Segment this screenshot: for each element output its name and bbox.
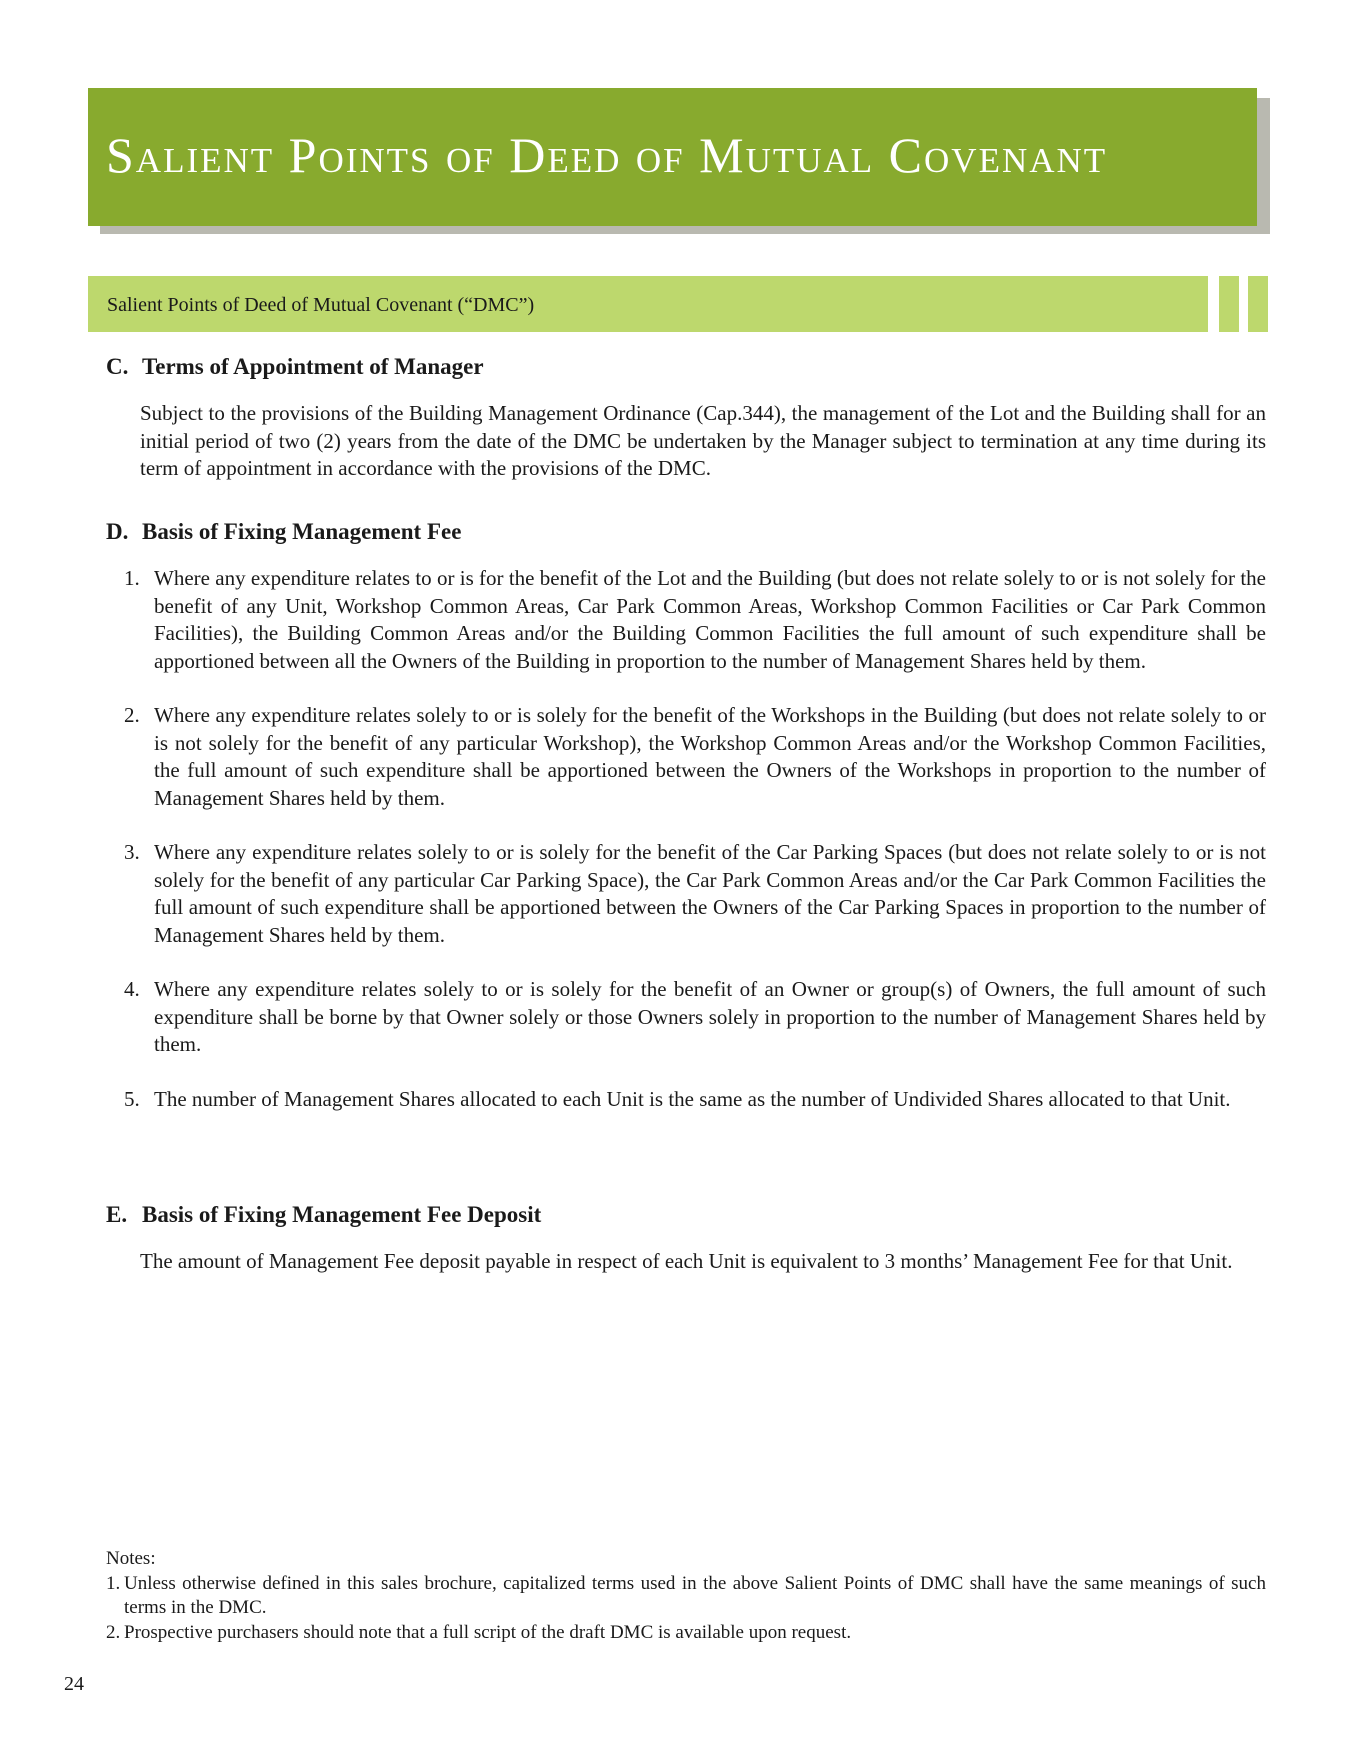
section-letter: E. xyxy=(106,1202,128,1227)
note-text: Unless otherwise defined in this sales brochure, capitalized terms used in the above Salient Points of DMC shall have the same meanings of such terms in the DMC. xyxy=(124,1572,1266,1618)
notes xyxy=(106,1547,1266,1645)
section-d xyxy=(106,519,1266,1140)
note-number: 1. xyxy=(106,1572,121,1594)
section-c xyxy=(106,354,1266,483)
section-heading xyxy=(106,1202,1266,1228)
list-item xyxy=(106,1086,1266,1114)
list-item xyxy=(106,565,1266,675)
title-banner xyxy=(88,88,1257,226)
list-item xyxy=(106,702,1266,812)
note-number: 2. xyxy=(106,1621,121,1643)
list-item-text: The number of Management Shares allocated to each Unit is the same as the number of Undivided Shares allocated to that Unit. xyxy=(154,1086,1231,1111)
list-item-text: Where any expenditure relates solely to or is solely for the benefit of an Owner or group(s) of Owners, the full amount of such expenditure shall be borne by that Owner solely or those Owners solely in proportion to the number of Management Shares held by them. xyxy=(154,977,1266,1056)
list-item-number: 5. xyxy=(124,1086,140,1111)
page-number: 24 xyxy=(64,1673,84,1695)
note-item xyxy=(106,1572,1266,1621)
subtitle-bar xyxy=(88,276,1208,332)
decorative-bar-2 xyxy=(1248,276,1268,332)
list-item xyxy=(106,839,1266,949)
section-e xyxy=(106,1202,1266,1276)
section-title: Basis of Fixing Management Fee xyxy=(142,519,462,544)
list-item-number: 2. xyxy=(124,703,140,727)
note-text: Prospective purchasers should note that a full script of the draft DMC is available upon request. xyxy=(124,1621,852,1643)
list-item-number: 4. xyxy=(124,977,140,1001)
list-item-number: 1. xyxy=(124,566,140,590)
page-title: Salient Points of Deed of Mutual Covenant xyxy=(106,127,1108,183)
section-title: Basis of Fixing Management Fee Deposit xyxy=(142,1202,542,1227)
list-item-text: Where any expenditure relates solely to or is solely for the benefit of the Workshops in the Building (but does not relate solely to or is not solely for the benefit of any particular Workshop), the Workshop Common Areas and/or the Workshop Common Facilities, the full amount of such expenditure shall be apportioned between the Owners of the Workshops in proportion to the number of Management Shares held by them. xyxy=(154,703,1266,810)
list-item xyxy=(106,976,1266,1059)
section-body: The amount of Management Fee deposit payable in respect of each Unit is equivalent to 3 months’ Management Fee for that Unit. xyxy=(140,1249,1233,1273)
section-heading xyxy=(106,519,1266,545)
section-letter: D. xyxy=(106,519,129,544)
subtitle: Salient Points of Deed of Mutual Covenant (“DMC”) xyxy=(107,294,535,316)
note-item xyxy=(106,1621,1266,1646)
section-heading xyxy=(106,354,1266,380)
decorative-bar-1 xyxy=(1219,276,1239,332)
section-title: Terms of Appointment of Manager xyxy=(142,354,484,379)
list-item-text: Where any expenditure relates to or is for the benefit of the Lot and the Building (but does not relate solely to or is not solely for the benefit of any Unit, Workshop Common Areas, Car Park Common Areas, Workshop Common Facilities or Car Park Common Facilities), the Building Common Areas and/or the Building Common Facilities the full amount of such expenditure shall be apportioned between all the Owners of the Building in proportion to the number of Management Shares held by them. xyxy=(154,566,1266,673)
section-letter: C. xyxy=(106,354,129,379)
fee-basis-list xyxy=(106,565,1266,1113)
list-item-text: Where any expenditure relates solely to or is solely for the benefit of the Car Parking Spaces (but does not relate solely to or is not solely for the benefit of any particular Car Parking Space), the Car Park Common Areas and/or the Car Park Common Facilities the full amount of such expenditure shall be apportioned between the Owners of the Car Parking Spaces in proportion to the number of Management Shares held by them. xyxy=(154,840,1266,947)
section-body: Subject to the provisions of the Building Management Ordinance (Cap.344), the management of the Lot and the Building shall for an initial period of two (2) years from the date of the DMC be undertaken by the Manager subject to termination at any time during its term of appointment in accordance with the provisions of the DMC. xyxy=(140,401,1266,480)
list-item-number: 3. xyxy=(124,840,140,864)
notes-label: Notes: xyxy=(106,1548,156,1569)
